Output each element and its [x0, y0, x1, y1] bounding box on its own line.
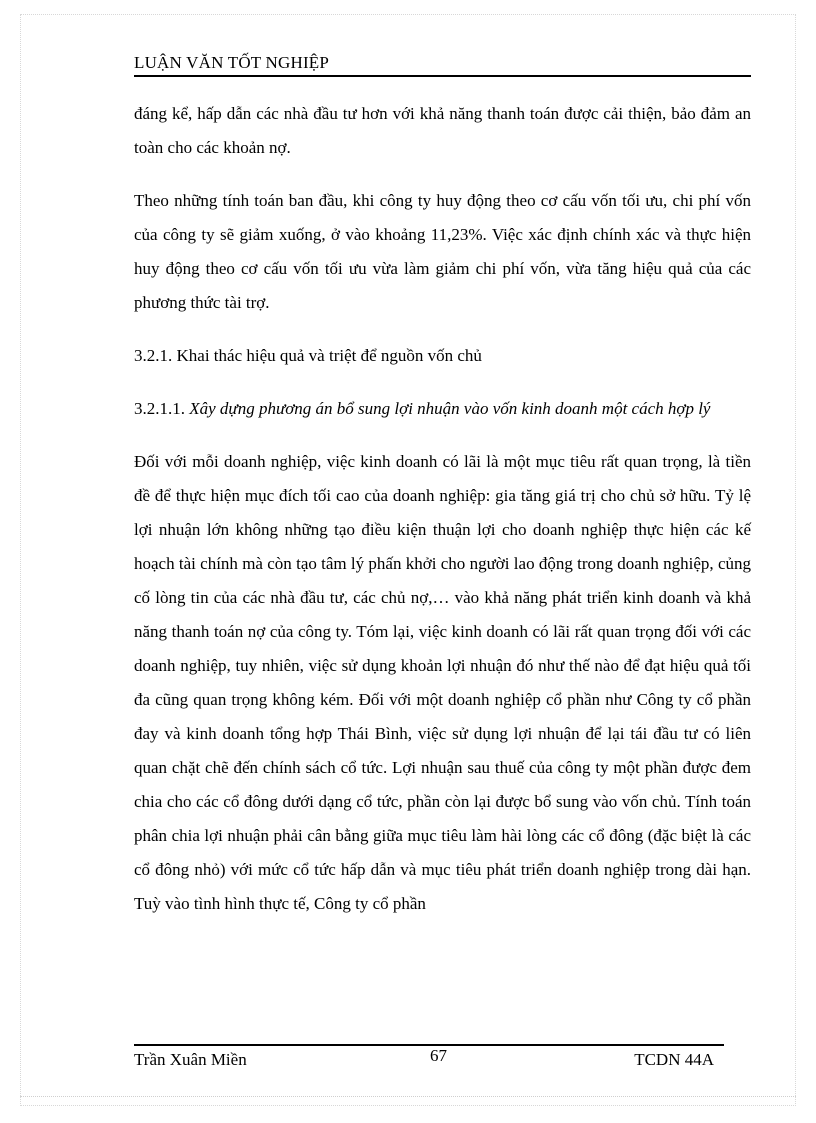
page-footer	[134, 1044, 724, 1074]
section-heading: 3.2.1. Khai thác hiệu quả và triệt để nguồn vốn chủ	[134, 346, 482, 365]
page-header	[134, 52, 751, 77]
footer-page-number: 67	[430, 1046, 447, 1065]
subsection-heading	[134, 392, 751, 426]
document-body	[134, 97, 751, 921]
footer-class-code: TCDN 44A	[634, 1050, 714, 1069]
paragraph-3: Đối với mỗi doanh nghiệp, việc kinh doanh có lãi là một mục tiêu rất quan trọng, là tiền đề để thực hiện mục đích tối cao của doanh nghiệp: gia tăng giá trị cho chủ sở hữu. Tỷ lệ lợi nhuận lớn không những tạo điều kiện thuận lợi cho doanh nghiệp thực hiện các kế hoạch tài chính mà còn tạo tâm lý phấn khởi cho người lao động trong doanh nghiệp, củng cố lòng tin của các nhà đầu tư, các chủ nợ,… vào khả năng phát triển kinh doanh và khả năng thanh toán nợ của công ty. Tóm lại, việc kinh doanh có lãi rất quan trọng đối với các doanh nghiệp, tuy nhiên, việc sử dụng khoản lợi nhuận đó như thế nào để đạt hiệu quả tối đa cũng quan trọng không kém. Đối với một doanh nghiệp cổ phần như Công ty cổ phần đay và kinh doanh tổng hợp Thái Bình, việc sử dụng lợi nhuận để lại tái đầu tư có liên quan chặt chẽ đến chính sách cổ tức. Lợi nhuận sau thuế của công ty một phần được đem chia cho các cổ đông dưới dạng cổ tức, phần còn lại được bổ sung vào vốn chủ. Tính toán phân chia lợi nhuận phải cân bằng giữa mục tiêu làm hài lòng các cổ đông (đặc biệt là các cổ đông nhỏ) với mức cổ tức hấp dẫn và mục tiêu phát triển doanh nghiệp trong dài hạn. Tuỳ vào tình hình thực tế, Công ty cổ phần	[134, 452, 751, 913]
subsection-number: 3.2.1.1.	[134, 399, 190, 418]
paragraph-2: Theo những tính toán ban đầu, khi công ty huy động theo cơ cấu vốn tối ưu, chi phí vốn của công ty sẽ giảm xuống, ở vào khoảng 11,23%. Việc xác định chính xác và thực hiện huy động theo cơ cấu vốn tối ưu vừa làm giảm chi phí vốn, vừa tăng hiệu quả của các phương thức tài trợ.	[134, 191, 751, 312]
subsection-title: Xây dựng phương án bổ sung lợi nhuận vào vốn kinh doanh một cách hợp lý	[189, 399, 711, 418]
paragraph-1: đáng kể, hấp dẫn các nhà đầu tư hơn với khả năng thanh toán được cải thiện, bảo đảm an toàn cho các khoản nợ.	[134, 104, 751, 157]
footer-author: Trần Xuân Miền	[134, 1050, 247, 1069]
page-bottom-border	[20, 1096, 796, 1097]
header-title: LUẬN VĂN TỐT NGHIỆP	[134, 53, 330, 72]
